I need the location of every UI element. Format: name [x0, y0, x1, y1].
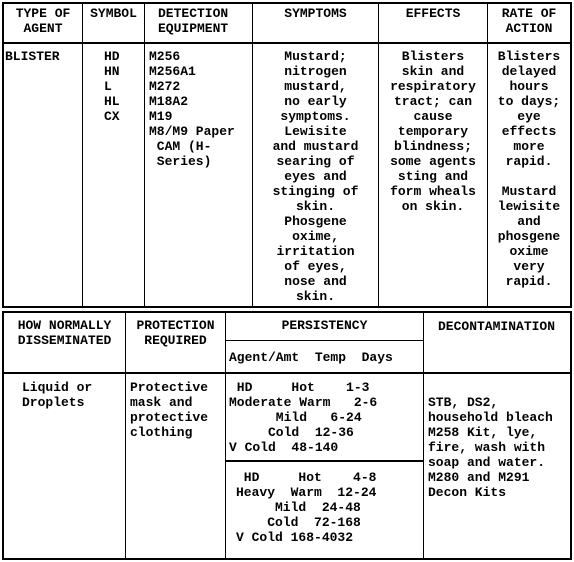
cell-persistency-moderate: HD Hot 1-3 Moderate Warm 2-6 Mild 6-24 Cold 12-36 V Cold 48-140 — [229, 380, 378, 455]
persistency-row-divider — [225, 460, 423, 462]
header-protection-required: PROTECTION REQUIRED — [136, 318, 215, 348]
header-decontamination: DECONTAMINATION — [438, 319, 556, 334]
header-type-of-agent: TYPE OF AGENT — [15, 6, 71, 36]
bottom-header-divider — [2, 372, 572, 374]
cell-symbol: HD HN L HL CX — [104, 49, 120, 124]
cell-decontamination: STB, DS2, household bleach M258 Kit, lye, fire, wash with soap and water. M280 and M291 Decon Kits — [428, 395, 553, 500]
persistency-subheader-divider — [225, 340, 423, 341]
cell-how-disseminated: Liquid or Droplets — [22, 380, 93, 410]
cell-type-of-agent: BLISTER — [5, 49, 60, 64]
header-symptoms: SYMPTOMS — [284, 6, 347, 21]
top-col-divider-1 — [82, 2, 83, 308]
bottom-table-border-left — [2, 311, 4, 560]
header-rate-of-action: RATE OF ACTION — [501, 6, 557, 36]
header-detection-equipment: DETECTION EQUIPMENT — [158, 6, 229, 36]
top-col-divider-2 — [144, 2, 145, 308]
cell-detection-equipment: M256 M256A1 M272 M18A2 M19 M8/M9 Paper CAM (H- Series) — [149, 49, 235, 169]
cell-protection-required: Protective mask and protective clothing — [130, 380, 209, 440]
bottom-table-border-top — [2, 311, 572, 313]
header-symbol: SYMBOL — [90, 6, 137, 21]
top-table-border-right — [570, 2, 572, 308]
header-effects: EFFECTS — [405, 6, 461, 21]
cell-symptoms: Mustard; nitrogen mustard, no early symptoms. Lewisite and mustard searing of eyes and stinging of skin. Phosgene oxime, irritation of eyes, nose and skin. — [272, 49, 359, 304]
bottom-table-border-right — [570, 311, 572, 560]
top-col-divider-4 — [378, 2, 379, 308]
bottom-table-border-bottom — [2, 558, 572, 560]
header-persistency-subheader: Agent/Amt Temp Days — [229, 350, 393, 365]
bottom-col-divider-2 — [225, 311, 226, 560]
top-col-divider-5 — [487, 2, 488, 308]
cell-rate-of-action: Blisters delayed hours to days; eye effects more rapid. Mustard lewisite and phosgene oxime very rapid. — [497, 49, 561, 289]
top-table-border-left — [2, 2, 4, 308]
cell-effects: Blisters skin and respiratory tract; can cause temporary blindness; some agents sting and form wheals on skin. — [390, 49, 476, 214]
bottom-col-divider-3 — [423, 311, 424, 560]
header-persistency: PERSISTENCY — [281, 318, 368, 333]
top-col-divider-3 — [252, 2, 253, 308]
header-how-disseminated: HOW NORMALLY DISSEMINATED — [17, 318, 112, 348]
cell-persistency-heavy: HD Hot 4-8 Heavy Warm 12-24 Mild 24-48 Cold 72-168 V Cold 168-4032 — [236, 470, 377, 545]
bottom-col-divider-1 — [125, 311, 126, 560]
